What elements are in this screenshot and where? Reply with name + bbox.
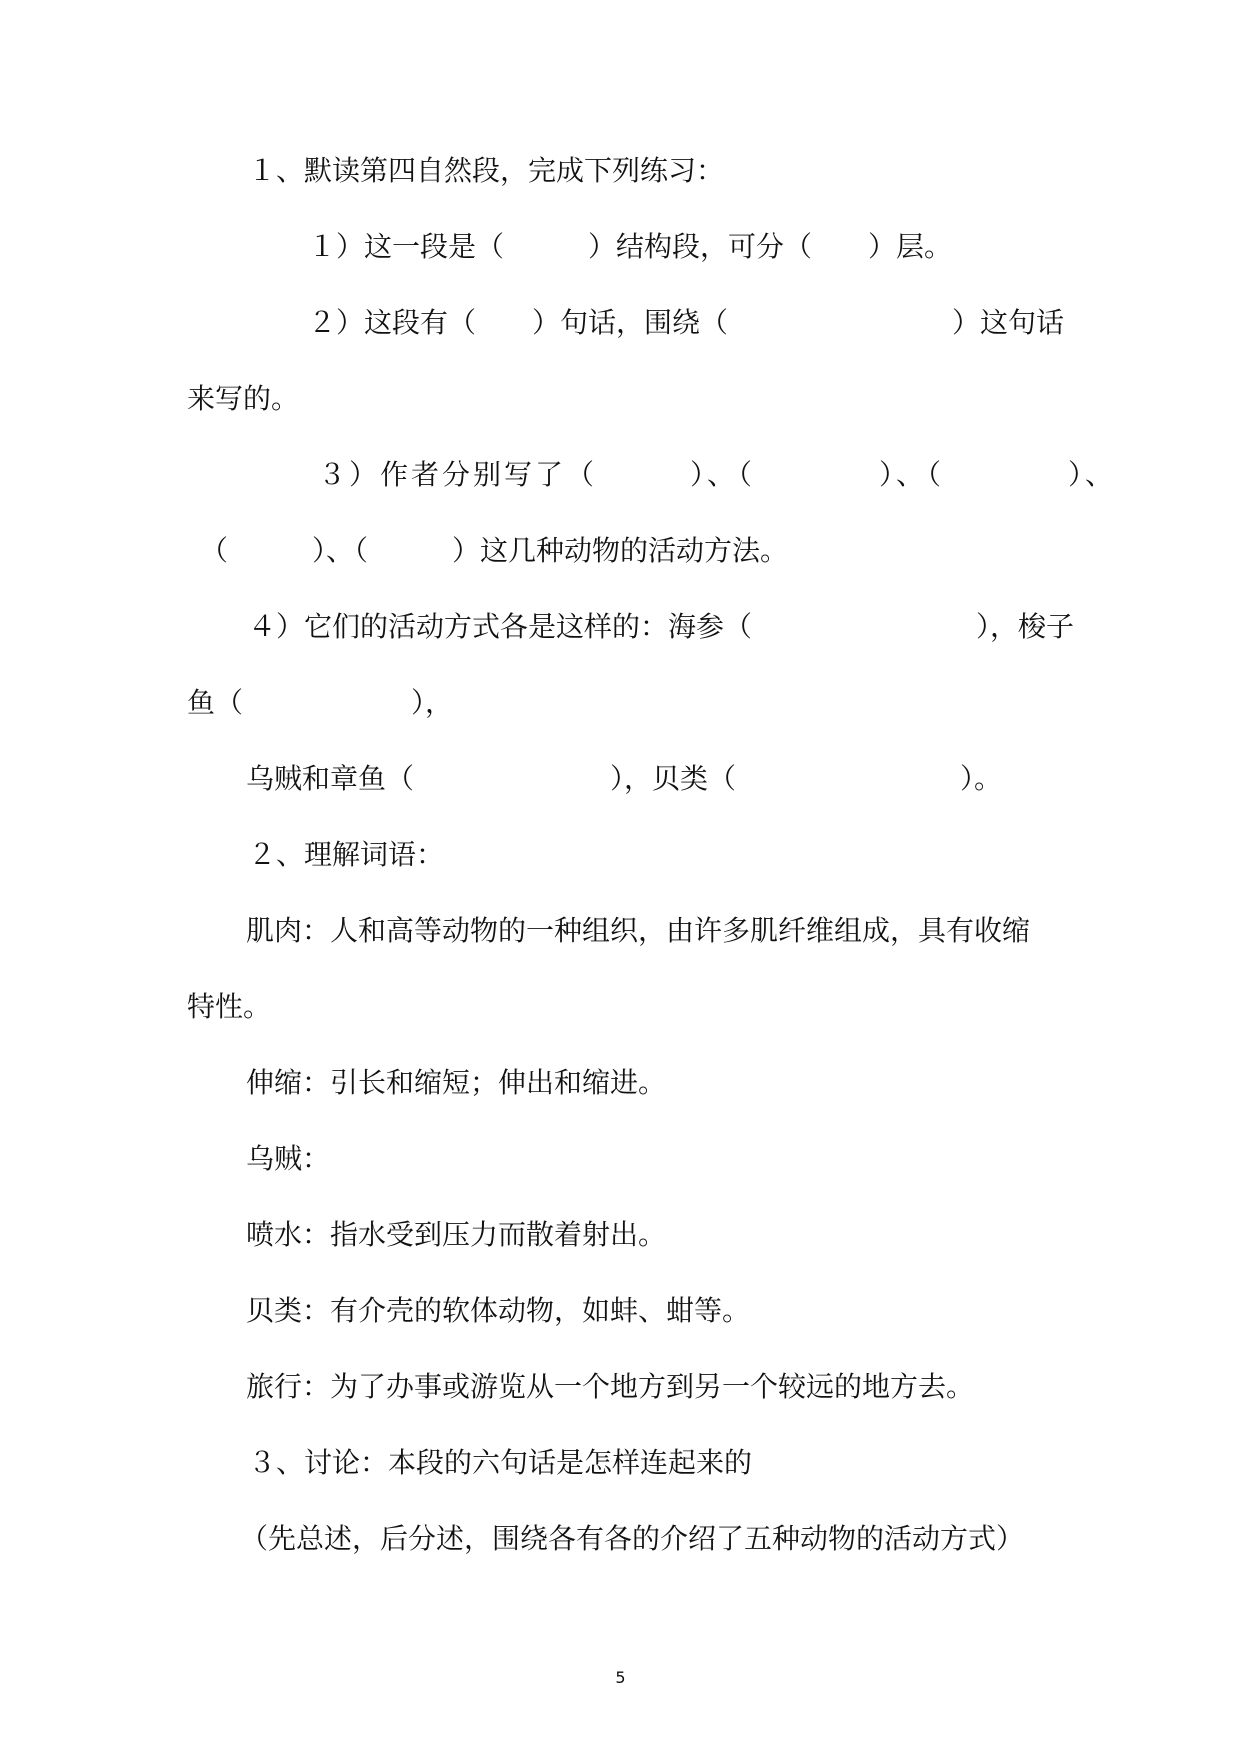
vocab-muscle-cont: 特性。 [187, 990, 272, 1023]
page-number: 5 [615, 1668, 626, 1687]
vocab-stretch: 伸缩：引长和缩短；伸出和缩进。 [246, 1066, 667, 1099]
exercise-1-heading: １、默读第四自然段，完成下列练习： [248, 154, 725, 187]
exercise-3-answer: （先总述，后分述，围绕各有各的介绍了五种动物的活动方式） [240, 1522, 1025, 1555]
exercise-2-heading: ２、理解词语： [248, 838, 445, 871]
vocab-shellfish: 贝类：有介壳的软体动物，如蚌、蚶等。 [246, 1294, 751, 1327]
vocab-spray: 喷水：指水受到压力而散着射出。 [246, 1218, 667, 1251]
exercise-1-item-3-cont: （ ）、（ ）这几种动物的活动方法。 [200, 534, 789, 567]
exercise-1-item-4: ４）它们的活动方式各是这样的：海参（ ），梭子 [248, 610, 1075, 643]
exercise-1-item-4-cont: 鱼（ ）， [187, 686, 454, 719]
exercise-1-item-1: １）这一段是（ ）结构段，可分（ ）层。 [308, 230, 953, 263]
exercise-3-heading: ３、讨论：本段的六句话是怎样连起来的 [248, 1446, 753, 1479]
exercise-1-item-4-cont-2: 乌贼和章鱼（ ），贝类（ ）。 [246, 762, 1003, 795]
exercise-1-item-2: ２）这段有（ ）句话，围绕（ ）这句话 [308, 306, 1065, 339]
vocab-travel: 旅行：为了办事或游览从一个地方到另一个较远的地方去。 [246, 1370, 975, 1403]
vocab-squid: 乌贼： [246, 1142, 331, 1175]
vocab-muscle: 肌肉：人和高等动物的一种组织，由许多肌纤维组成，具有收缩 [246, 914, 1031, 947]
exercise-1-item-3: ３）作者分别写了（ ）、（ ）、（ ）、 [318, 458, 1117, 491]
exercise-1-item-2-cont: 来写的。 [187, 382, 300, 415]
